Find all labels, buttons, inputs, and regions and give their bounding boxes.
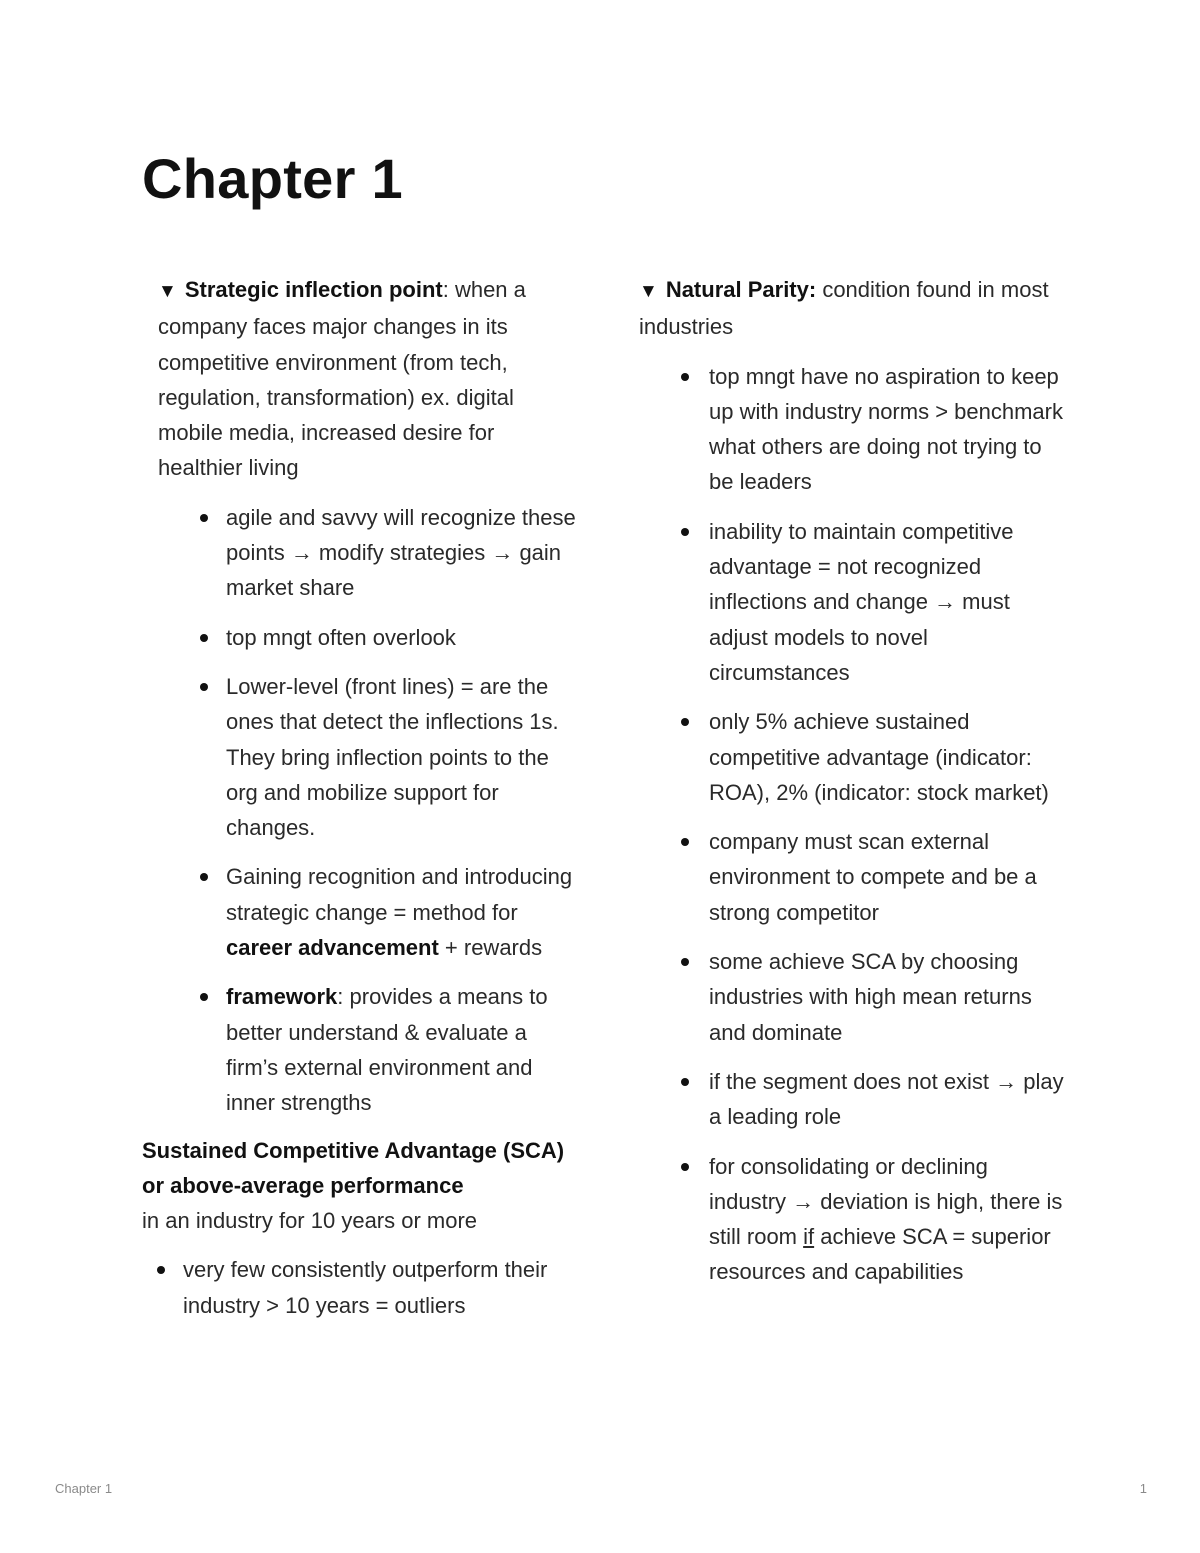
term-strategic-inflection-point: Strategic inflection point [184, 277, 443, 302]
bullet-list [142, 1252, 582, 1323]
list-item: some achieve SCA by choosing industries with high mean returns and dominate [639, 944, 1069, 1050]
term-definition: condition found in most industries [639, 277, 1049, 340]
bullet-list [158, 500, 582, 1121]
sca-subtext: in an industry for 10 years or more [142, 1208, 478, 1234]
right-column [639, 272, 1069, 1304]
list-item [639, 1149, 1069, 1290]
list-item: top mngt often overlook [158, 620, 582, 655]
left-column [142, 272, 582, 1337]
bold-framework: framework [226, 984, 338, 1010]
toggle-strategic-inflection-point[interactable] [142, 272, 582, 1121]
term-natural-parity: Natural Parity: [665, 277, 817, 302]
list-item: only 5% achieve sustained competitive advantage (indicator: ROA), 2% (indicator: stock market) [639, 704, 1069, 810]
page-number: 1 [1139, 1481, 1147, 1496]
list-item-text: : provides a means to better understand & evaluate a firm’s external environment and inner strengths [226, 984, 548, 1116]
sca-section [142, 1133, 582, 1323]
toggle-heading [158, 272, 582, 486]
list-item [158, 859, 582, 965]
list-item: very few consistently outperform their industry > 10 years = outliers [142, 1252, 582, 1323]
toggle-natural-parity[interactable] [639, 272, 1069, 1290]
list-item-text: Gaining recognition and introducing strategic change = method for [226, 864, 573, 925]
page-title: Chapter 1 [142, 147, 403, 210]
toggle-heading [639, 272, 1069, 345]
footer-title: Chapter 1 [55, 1481, 113, 1496]
bold-career-advancement: career advancement [226, 935, 439, 961]
sca-heading: Sustained Competitive Advantage (SCA) or above-average performance [142, 1137, 565, 1198]
list-item: Lower-level (front lines) = are the ones that detect the inflections 1s. They bring inflection points to the org and mobilize support for changes. [158, 669, 582, 845]
list-item: inability to maintain competitive advantage = not recognized inflections and change → must adjust models to novel circumstances [639, 514, 1069, 690]
list-item: if the segment does not exist → play a leading role [639, 1064, 1069, 1135]
underlined-if: if [803, 1224, 815, 1250]
list-item-text: for consolidating or declining industry → deviation is high, there is still room [709, 1153, 1063, 1250]
triangle-down-icon[interactable]: ▼ [158, 281, 177, 302]
list-item: company must scan external environment to compete and be a strong competitor [639, 824, 1069, 930]
list-item-text: achieve SCA = superior resources and capabilities [709, 1224, 1051, 1285]
list-item-text: + rewards [438, 935, 543, 961]
list-item [158, 979, 582, 1120]
term-definition: : when a company faces major changes in its competitive environment (from tech, regulation, transformation) ex. digital mobile media, increased desire for healthier living [158, 277, 526, 481]
bullet-list [639, 359, 1069, 1290]
list-item: agile and savvy will recognize these points → modify strategies → gain market share [158, 500, 582, 606]
triangle-down-icon[interactable]: ▼ [639, 281, 658, 302]
list-item: top mngt have no aspiration to keep up with industry norms > benchmark what others are doing not trying to be leaders [639, 359, 1069, 500]
